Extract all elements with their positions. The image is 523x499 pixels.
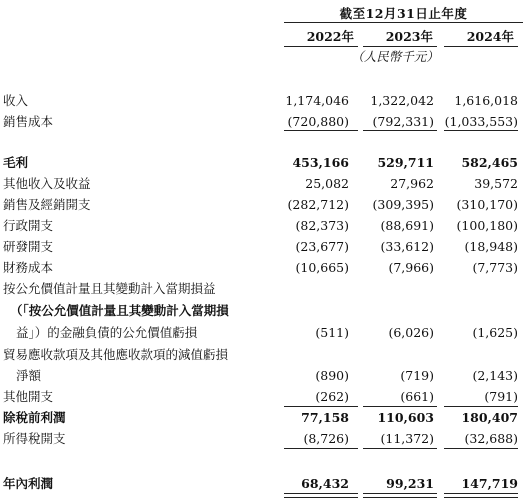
value-2022: (890): [315, 368, 349, 383]
value-2023: 27,962: [390, 176, 434, 191]
year-rule-2024: [444, 46, 518, 47]
year-header-2023: 2023年: [385, 29, 433, 44]
period-rule: [284, 22, 523, 23]
row-fvtpl-label-line-2: [0, 300, 523, 321]
row-other-income: [0, 173, 523, 194]
value-2023: (309,395): [372, 197, 434, 212]
row-profit-before-tax: [0, 407, 523, 428]
subtotal-rule: [284, 448, 358, 449]
row-income-tax: [0, 428, 523, 449]
row-label: 淨額: [16, 368, 42, 383]
unit-label: （人民幣千元）: [351, 49, 439, 64]
row-cost-of-sales: [0, 111, 523, 132]
value-2022: (720,880): [287, 114, 349, 129]
subtotal-rule: [363, 448, 437, 449]
row-label: 其他收入及收益: [3, 176, 91, 191]
value-2024: (32,688): [464, 431, 518, 446]
value-2024: 147,719: [461, 476, 518, 491]
row-finance-costs: [0, 257, 523, 278]
value-2023: (7,966): [388, 260, 434, 275]
row-other-expenses: [0, 386, 523, 407]
value-2023: (719): [400, 368, 434, 383]
row-admin-expenses: [0, 215, 523, 236]
value-2022: (23,677): [295, 239, 349, 254]
row-label: 行政開支: [3, 218, 54, 233]
row-label: 按公允價值計量且其變動計入當期損益: [3, 281, 216, 296]
value-2023: 110,603: [377, 410, 434, 425]
value-2022: 68,432: [301, 476, 349, 491]
row-label: 所得稅開支: [3, 431, 66, 446]
row-label: 財務成本: [3, 260, 54, 275]
value-2024: 39,572: [474, 176, 518, 191]
row-impairment-net: [0, 365, 523, 386]
row-rd-expenses: [0, 236, 523, 257]
row-label: 銷售成本: [3, 114, 54, 129]
row-label: 毛利: [3, 155, 29, 170]
value-2022: (262): [315, 389, 349, 404]
value-2023: (6,026): [388, 325, 434, 340]
row-label: （「按公允價值計量且其變動計入當期損: [10, 303, 229, 318]
value-2023: 99,231: [386, 476, 434, 491]
row-label: 貿易應收款項及其他應收款項的減值虧損: [3, 347, 229, 362]
row-profit-for-year: [0, 473, 523, 494]
subtotal-rule: [284, 130, 358, 131]
value-2022: (511): [315, 325, 349, 340]
row-label: 其他開支: [3, 389, 54, 404]
subtotal-rule: [363, 130, 437, 131]
row-fvtpl-label-line-1: [0, 278, 523, 299]
value-2023: (11,372): [380, 431, 434, 446]
value-2024: 180,407: [461, 410, 518, 425]
value-2024: (1,033,553): [444, 114, 518, 129]
value-2024: 582,465: [461, 155, 518, 170]
value-2024: (100,180): [456, 218, 518, 233]
value-2024: 1,616,018: [454, 93, 518, 108]
total-double-rule: [284, 493, 358, 498]
row-gross-profit: [0, 152, 523, 173]
year-header-2024: 2024年: [466, 29, 514, 44]
row-label: 年內利潤: [3, 476, 54, 491]
row-label: 益」）的金融負債的公允價值虧損: [16, 325, 198, 340]
row-impairment-label-line-1: [0, 344, 523, 365]
value-2022: (8,726): [303, 431, 349, 446]
row-label: 研發開支: [3, 239, 54, 254]
value-2024: (7,773): [472, 260, 518, 275]
subtotal-rule: [444, 130, 518, 131]
row-revenue: [0, 90, 523, 111]
row-selling-expenses: [0, 194, 523, 215]
value-2024: (791): [484, 389, 518, 404]
value-2024: (18,948): [464, 239, 518, 254]
subtotal-rule: [444, 448, 518, 449]
value-2022: 453,166: [292, 155, 349, 170]
value-2024: (310,170): [456, 197, 518, 212]
total-double-rule: [363, 493, 437, 498]
row-fvtpl-loss: [0, 322, 523, 343]
value-2023: 529,711: [377, 155, 434, 170]
value-2023: (792,331): [372, 114, 434, 129]
value-2023: 1,322,042: [370, 93, 434, 108]
value-2023: (33,612): [380, 239, 434, 254]
value-2022: (82,373): [295, 218, 349, 233]
row-label: 銷售及經銷開支: [3, 197, 91, 212]
value-2022: 77,158: [301, 410, 349, 425]
value-2023: (88,691): [380, 218, 434, 233]
year-header-2022: 2022年: [306, 29, 354, 44]
value-2022: 1,174,046: [285, 93, 349, 108]
value-2022: (10,665): [295, 260, 349, 275]
value-2024: (2,143): [472, 368, 518, 383]
value-2023: (661): [400, 389, 434, 404]
row-label: 收入: [3, 93, 29, 108]
row-label: 除稅前利潤: [3, 410, 66, 425]
value-2024: (1,625): [472, 325, 518, 340]
period-header: 截至12月31日止年度: [339, 6, 468, 21]
value-2022: 25,082: [305, 176, 349, 191]
value-2022: (282,712): [287, 197, 349, 212]
total-double-rule: [444, 493, 518, 498]
